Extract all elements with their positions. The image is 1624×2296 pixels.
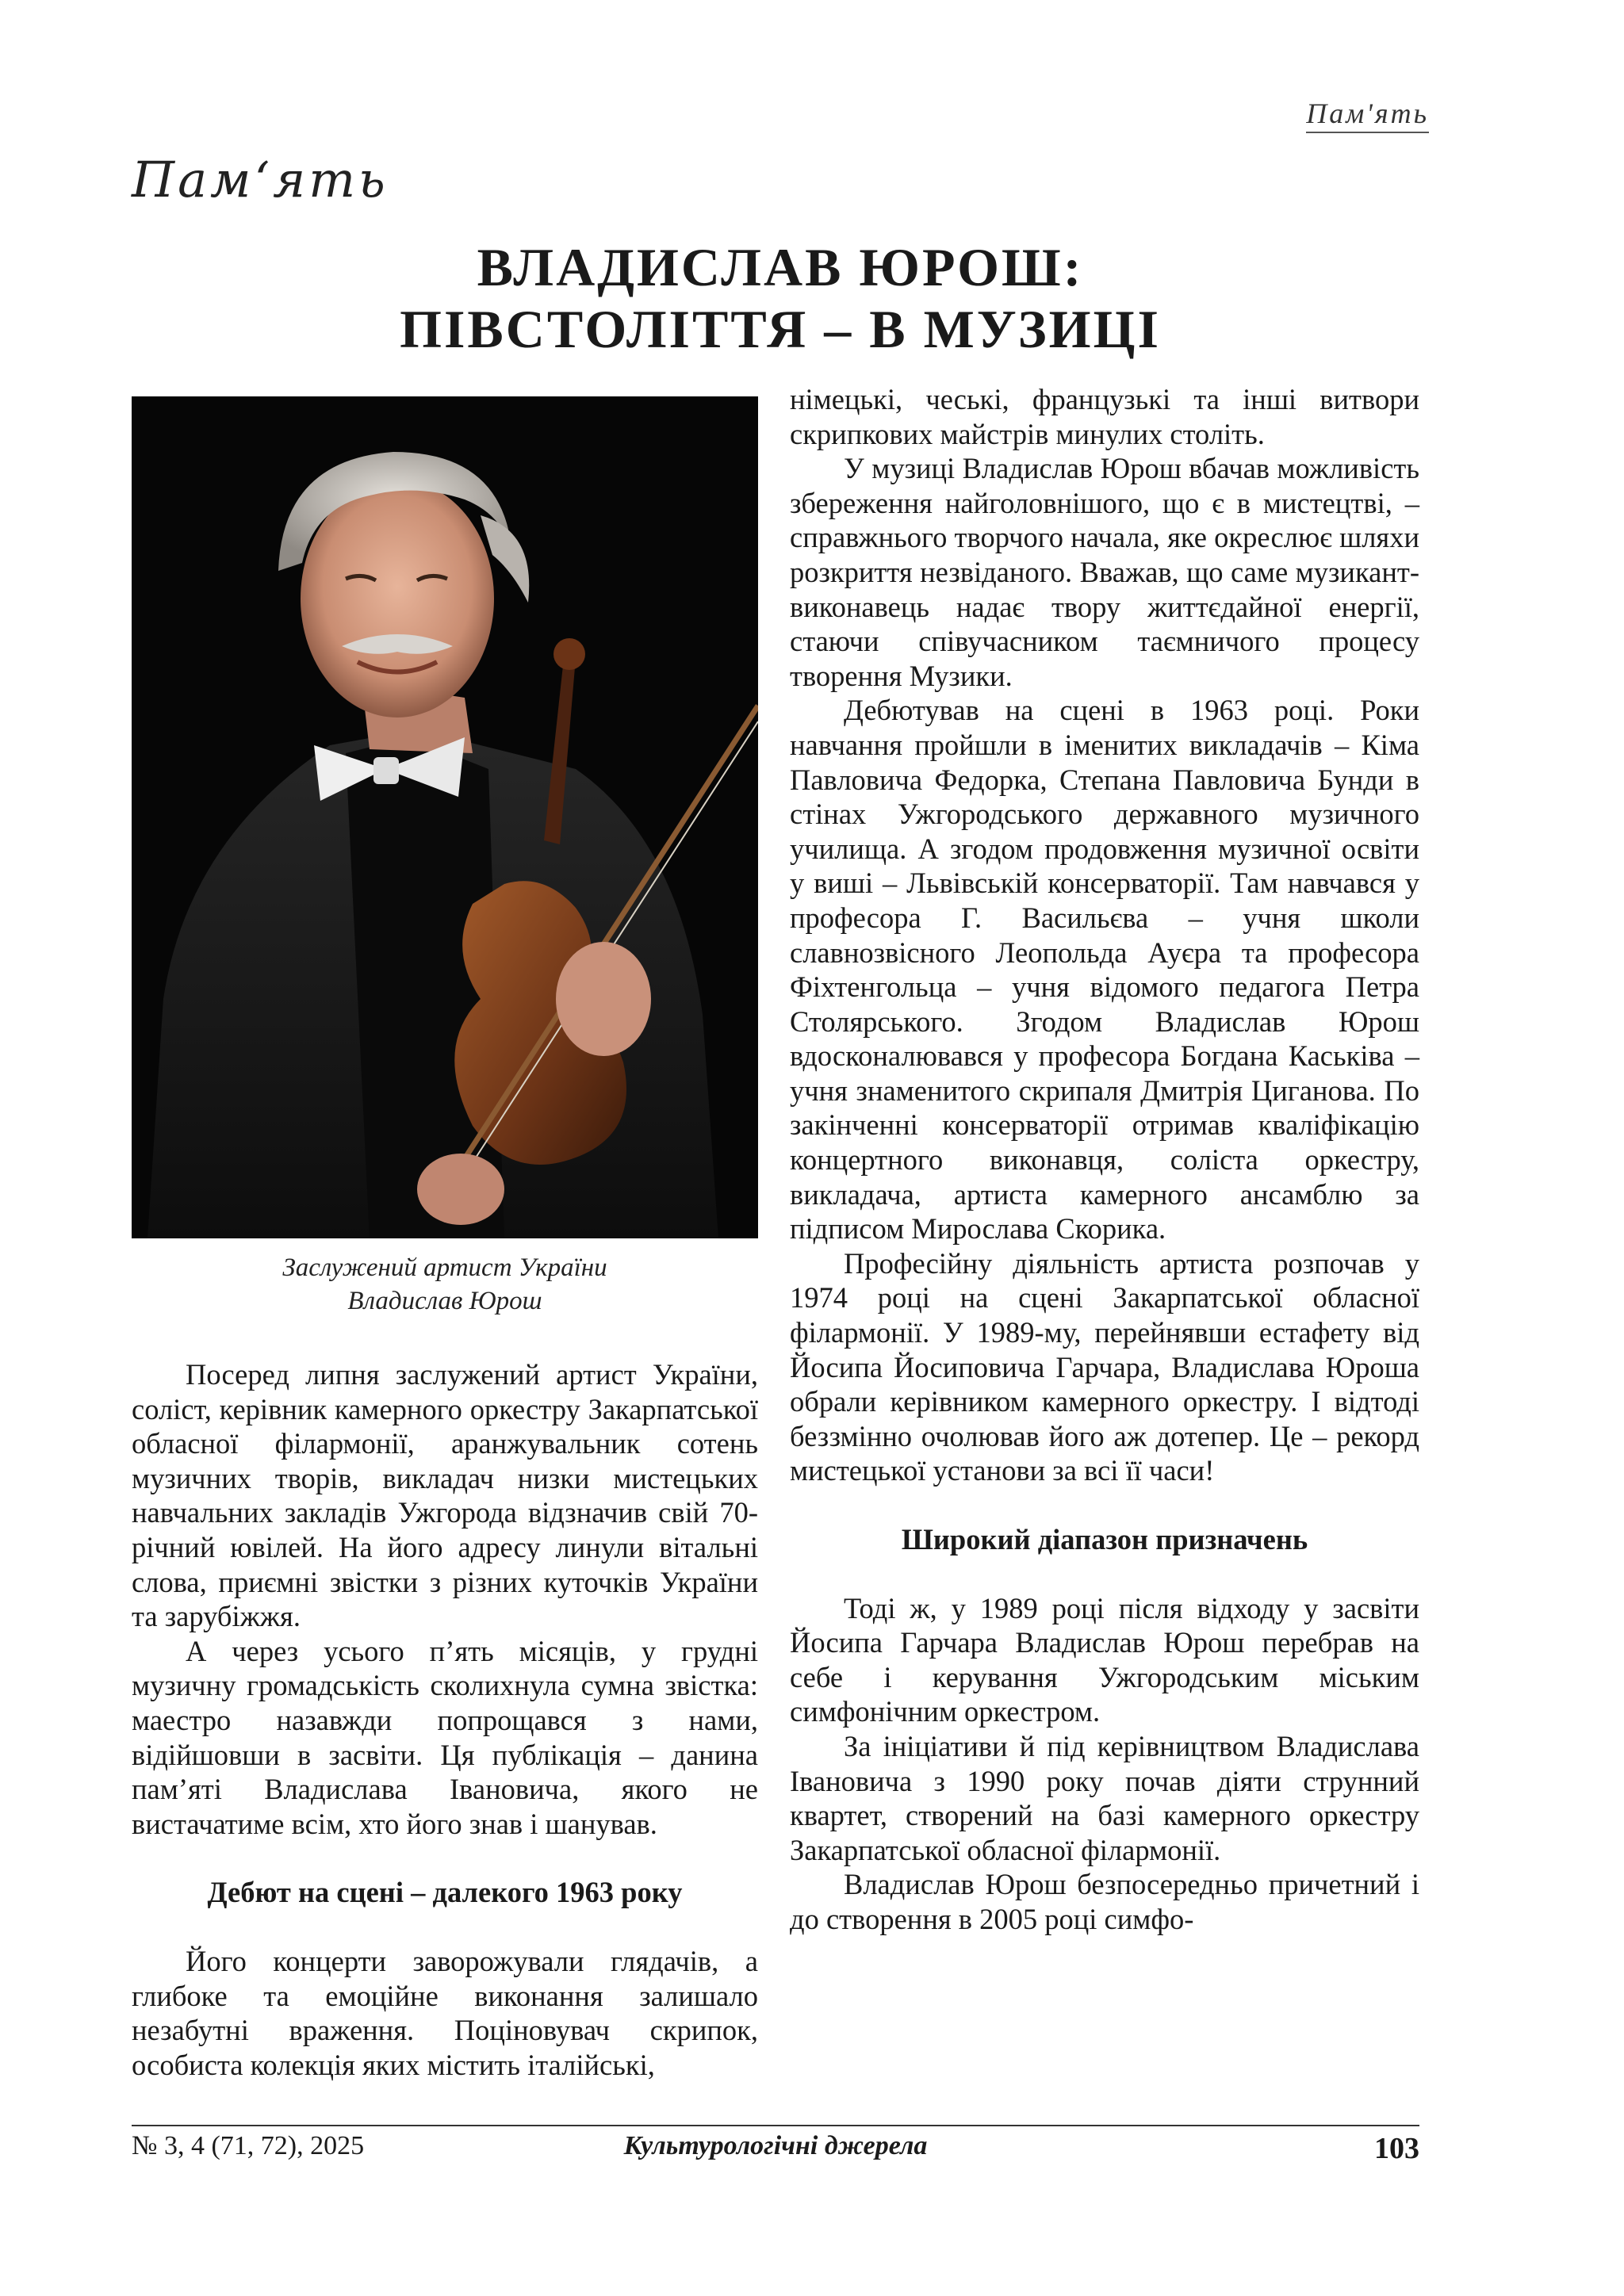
paragraph: Його концерти заворожували глядачів, а глибоке та емоційне виконання залишало незабутні враження. Поціновувач скрипок, особиста колекція яких містить італійські, bbox=[132, 1944, 758, 2081]
running-head: Пам'ять bbox=[1306, 97, 1429, 133]
paragraph: Владислав Юрош безпосередньо причетний і до створення в 2005 році симфо- bbox=[790, 1868, 1419, 1935]
caption-line-1: Заслужений артист України bbox=[282, 1253, 607, 1282]
paragraph: Професійну діяльність артиста розпочав у 1974 році на сцені Закарпатської обласної філармонії. У 1989-му, перейнявши естафету від Йосипа Йосиповича Гарчара, Владислава Юроша обрали керівником камерного оркестру. І відтоді беззмінно очолював його аж дотепер. Це – рекорд мистецької установи за всі її часи! bbox=[790, 1246, 1419, 1487]
right-column bbox=[790, 382, 1419, 1937]
title-line-1: ВЛАДИСЛАВ ЮРОШ: bbox=[477, 237, 1084, 297]
page-number: 103 bbox=[1374, 2132, 1419, 2165]
left-column bbox=[132, 1357, 758, 2082]
portrait-photo bbox=[132, 396, 758, 1238]
paragraph: За ініціативи й під керівництвом Владислава Івановича з 1990 року почав діяти струнний квартет, створений на базі камерного оркестру Закарпатської обласної філармонії. bbox=[790, 1729, 1419, 1866]
subheading: Широкий діапазон призначень bbox=[901, 1523, 1308, 1556]
paragraph: А через усього п’ять місяців, у грудні музичну громадськість сколихнула сумна звістка: маестро назавжди попрощався з нами, відійшовши в засвіти. Ця публікація – данина пам’яті Владислава Івановича, якого не вистачатиме всім, хто його знав і шанував. bbox=[132, 1634, 758, 1840]
subheading: Дебют на сцені – далекого 1963 року bbox=[207, 1876, 683, 1909]
article-title bbox=[132, 236, 1429, 360]
paragraph: Посеред липня заслужений артист України, соліст, керівник камерного оркестру Закарпатської обласної філармонії, аранжувальник сотень музичних творів, викладач низки мистецьких навчальних закладів Ужгорода відзначив свій 70-річний ювілей. На його адресу линули вітальні слова, приємні звістки з різних куточків України та зарубіжжя. bbox=[132, 1358, 758, 1633]
footer-rule bbox=[132, 2125, 1419, 2126]
paragraph: Дебютував на сцені в 1963 році. Роки навчання пройшли в іменитих викладачів – Кіма Павловича Федорка, Степана Павловича Бунди в стінах Ужгородського державного музичного училища. А згодом продовження музичної освіти у виші – Львівській консерваторії. Там навчався у професора Г. Васильєва – учня школи славнозвісного Леопольда Ауєра та професора Фіхтенгольца – учня відомого педагога Петра Столярського. Згодом Владислав Юрош вдосконалювався у професора Богдана Каськіва – учня знаменитого скрипаля Дмитрія Циганова. По закінченні консерваторії отримав кваліфікацію концертного виконавця, соліста оркестру, викладача, артиста камерного ансамблю за підписом Мирослава Скорика. bbox=[790, 694, 1419, 1246]
portrait-illustration bbox=[132, 396, 758, 1238]
caption-line-2: Владислав Юрош bbox=[347, 1287, 542, 1315]
issue-number: № 3, 4 (71, 72), 2025 bbox=[132, 2131, 365, 2160]
paragraph: У музиці Владислав Юрош вбачав можливість збереження найголовнішого, що є в мистецтві, – справжнього творчого начала, яке окреслює шляхи розкриття незвіданого. Вважав, що саме музикант-виконавець надає твору життєдайної енергії, стаючи співучасником таємничого процесу творення Музики. bbox=[790, 452, 1419, 692]
title-line-2: ПІВСТОЛІТТЯ – В МУЗИЦІ bbox=[400, 299, 1161, 359]
journal-name: Культурологічні джерела bbox=[623, 2131, 928, 2160]
photo-caption bbox=[132, 1251, 758, 1318]
paragraph: Тоді ж, у 1989 році після відходу у засвіти Йосипа Гарчара Владислав Юрош перебрав на себе і керування Ужгородським міським симфонічним оркестром. bbox=[790, 1591, 1419, 1728]
section-mark: Пам‘ять bbox=[132, 151, 389, 209]
paragraph: німецькі, чеські, французькі та інші витвори скрипкових майстрів минулих століть. bbox=[790, 383, 1419, 450]
